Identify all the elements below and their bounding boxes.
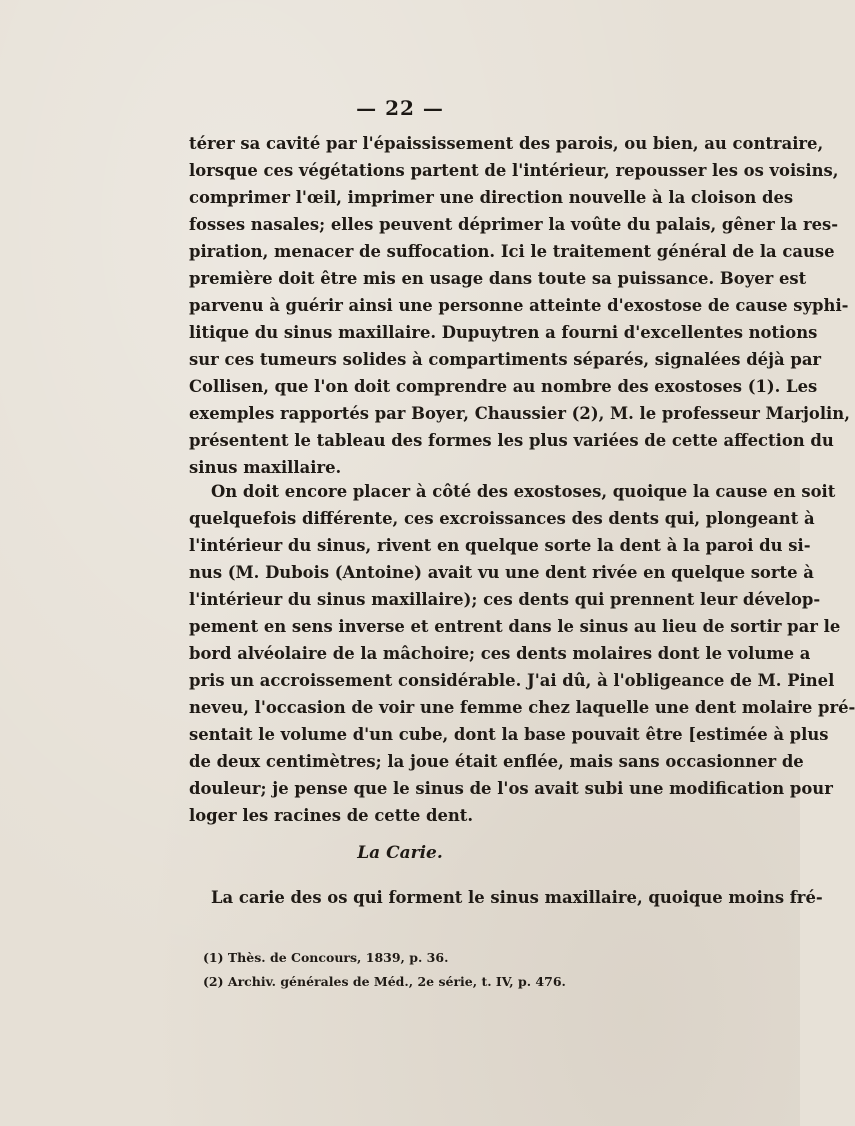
text-line: quelquefois différente, ces excroissances des dents qui, plongeant à bbox=[189, 509, 815, 528]
text-line: La carie des os qui forment le sinus maxillaire, quoique moins fré- bbox=[211, 888, 823, 907]
text-line: fosses nasales; elles peuvent déprimer la voûte du palais, gêner la res- bbox=[189, 215, 839, 234]
footnote: (1) Thès. de Concours, 1839, p. 36. bbox=[203, 950, 449, 965]
text-line: pement en sens inverse et entrent dans le sinus au lieu de sortir par le bbox=[189, 617, 841, 636]
text-line: sinus maxillaire. bbox=[189, 458, 342, 477]
text-line: sur ces tumeurs solides à compartiments séparés, signalées déjà par bbox=[189, 350, 822, 369]
text-line: térer sa cavité par l'épaississement des parois, ou bien, au contraire, bbox=[189, 134, 824, 153]
text-line: On doit encore placer à côté des exostoses, quoique la cause en soit bbox=[211, 482, 836, 501]
footnotes bbox=[203, 946, 623, 994]
text-line: neveu, l'occasion de voir une femme chez laquelle une dent molaire pré- bbox=[189, 698, 855, 717]
text-line: pris un accroissement considérable. J'ai dû, à l'obligeance de M. Pinel bbox=[189, 671, 835, 690]
text-line: douleur; je pense que le sinus de l'os avait subi une modification pour bbox=[189, 779, 833, 798]
text-line: comprimer l'œil, imprimer une direction nouvelle à la cloison des bbox=[189, 188, 794, 207]
text-line: parvenu à guérir ainsi une personne atteinte d'exostose de cause syphi- bbox=[189, 296, 849, 315]
text-line: première doit être mis en usage dans toute sa puissance. Boyer est bbox=[189, 269, 807, 288]
text-line: bord alvéolaire de la mâchoire; ces dents molaires dont le volume a bbox=[189, 644, 811, 663]
text-line: litique du sinus maxillaire. Dupuytren a fourni d'excellentes notions bbox=[189, 323, 818, 342]
page-number: — 22 — bbox=[356, 96, 444, 120]
text-line: sentait le volume d'un cube, dont la base pouvait être [estimée à plus bbox=[189, 725, 829, 744]
paragraph-1 bbox=[189, 130, 850, 481]
paragraph-2 bbox=[189, 478, 855, 829]
footnote: (2) Archiv. générales de Méd., 2e série, t. IV, p. 476. bbox=[203, 974, 566, 989]
text-line: de deux centimètres; la joue était enflée, mais sans occasionner de bbox=[189, 752, 804, 771]
text-line: loger les racines de cette dent. bbox=[189, 806, 474, 825]
text-line: lorsque ces végétations partent de l'intérieur, repousser les os voisins, bbox=[189, 161, 839, 180]
text-line: exemples rapportés par Boyer, Chaussier (2), M. le professeur Marjolin, bbox=[189, 404, 850, 423]
text-line: nus (M. Dubois (Antoine) avait vu une dent rivée en quelque sorte à bbox=[189, 563, 814, 582]
text-line: piration, menacer de suffocation. Ici le traitement général de la cause bbox=[189, 242, 835, 261]
text-line: l'intérieur du sinus, rivent en quelque sorte la dent à la paroi du si- bbox=[189, 536, 811, 555]
text-line: présentent le tableau des formes les plus variées de cette affection du bbox=[189, 431, 834, 450]
paragraph-3 bbox=[189, 884, 823, 911]
text-line: l'intérieur du sinus maxillaire); ces dents qui prennent leur dévelop- bbox=[189, 590, 821, 609]
text-line: Collisen, que l'on doit comprendre au nombre des exostoses (1). Les bbox=[189, 377, 818, 396]
section-heading: La Carie. bbox=[357, 843, 443, 863]
